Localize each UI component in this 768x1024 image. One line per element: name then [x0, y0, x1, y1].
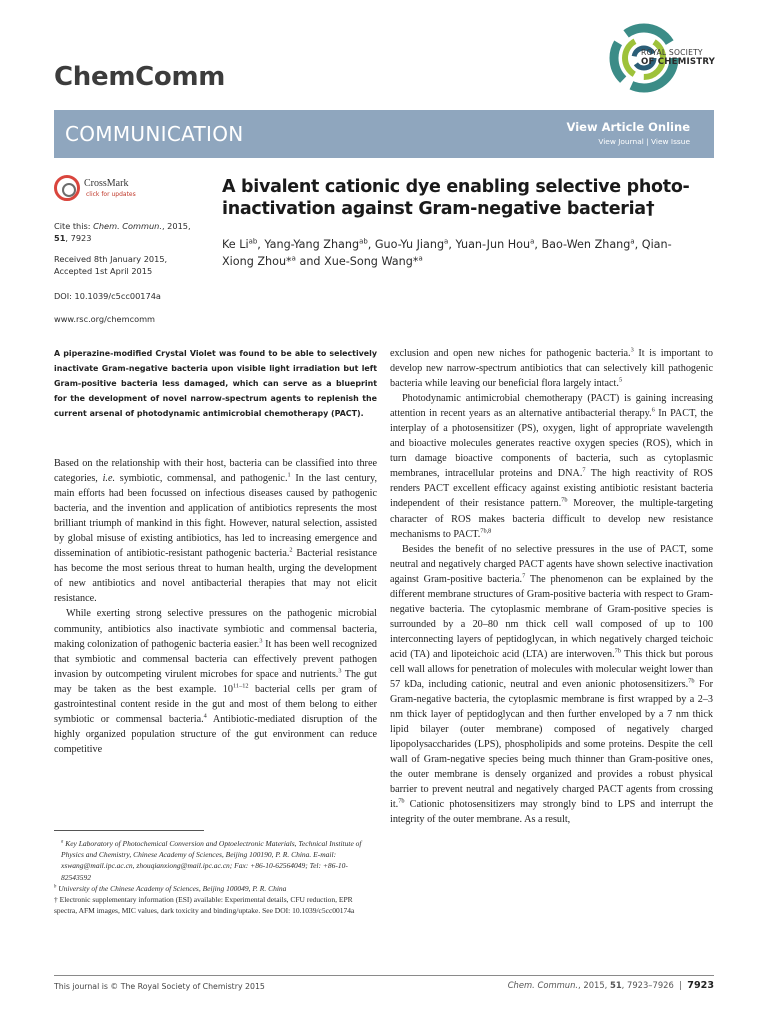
body-paragraph: Besides the benefit of no selective pressures in the use of PACT, some neutral and negatively charged PACT agents have shown selective inactivation against Gram-positive bacteria.$^7$ The phenomenon can be explained by the different membrane structures of Gram-positive bacteria with respect to Gram-negative bacteria. The cytoplasmic membrane of Gram-positive species is surrounded by a 20–80 nm thick cell wall composed of up to 100 interconnecting layers of peptidoglycan, in which negatively charged teichoic acid (TA) and lipoteichoic acid (LTA) are interwoven.$^{7b}$ This thick but porous cell wall allows for penetration of molecules with molecular weight lower than 57 kDa, including cationic, neutral and even anionic photosensitizers.$^{7b}$ For Gram-negative bacteria, the cytoplasmic membrane is first wrapped by a 2–3 nm thick layer of peptidoglycan and then further enveloped by a 7 nm thick lipid bilayer (outer membrane) composed of negatively charged lipopolysaccharides (LPS), phospholipids and some proteins. Despite the cell wall of Gram-negative species being much thinner than Gram-positive ones, the outer membrane is densely organized and provides a robust physical barrier to prevent neutral and negatively charged PACT agents from crossing it.$^{7b}$ Cationic photosensitizers may strongly bind to LPS and interrupt the integrity of the outer membrane. As a result, [390, 543, 714, 826]
footer-pages: , 7923–7926 [621, 980, 674, 990]
author-name: Yuan-Jun Hou [455, 238, 531, 251]
received-accepted [54, 253, 204, 277]
section-banner [54, 110, 714, 158]
abstract: A piperazine-modified Crystal Violet was found to be able to selectively inactivate Gram-negative bacteria upon visible light irradiation but left Gram-positive bacteria less damaged, which can serve as a blueprint for the development of novel narrow-spectrum agents to replenish the current arsenal of photodynamic antimicrobial chemotherapy (PACT). [54, 349, 377, 418]
view-links [598, 137, 690, 146]
crossmark-sublabel: click for updates [86, 191, 136, 198]
citation-ref[interactable]: 7 [582, 466, 586, 474]
journal-title: ChemComm [54, 62, 226, 92]
citation-ref[interactable]: 7b [614, 647, 621, 655]
author-name: Bao-Wen Zhang [541, 238, 631, 251]
footer-citation [508, 980, 714, 991]
view-issue-link[interactable]: View Issue [651, 137, 690, 146]
accepted-date: Accepted 1st April 2015 [54, 266, 153, 276]
citation-ref[interactable]: 1 [287, 471, 291, 479]
body-paragraph: Photodynamic antimicrobial chemotherapy (PACT) is gaining increasing attention in recent years as an alternative antibacterial therapy.$^6$ In PACT, the interplay of a photosensitizer (PS), oxygen, light of appropriate wavelength and bioactive molecules generates reactive oxygen species (ROS), which in turn damage bioactive components of bacteria, such as cytoplasmic membranes, intracellular proteins and DNA.$^7$ The high reactivity of ROS renders PACT excellent efficacy against existing antibiotic resistant bacteria independent of their resistance pattern.$^{7b}$ Moreover, the multiple-targeting character of ROS makes bacteria difficult to develop new resistance mechanisms to PACT.$^{7b,8}$ [390, 393, 713, 540]
cite-volume: 51 [54, 233, 66, 243]
body-paragraph: exclusion and open new niches for pathogenic bacteria.$^3$ It is important to develop new narrow-spectrum antibiotics that can selectively kill pathogenic bacteria while leaving our beneficial flora largely intact.$^5$ [390, 346, 713, 390]
author-affiliation: a [444, 237, 449, 246]
affiliation-a: $^a$ Key Laboratory of Photochemical Conversion and Optoelectronic Materials, Technical Institute of Physics and Chemistry, Chinese Academy of Sciences, Beijing 100190, P. R. China. E-mail: xswang@mail.ipc.ac.cn, zhouqianxiong@mail.ipc.ac.cn; Fax: +86-10-62564049; Tel: +86-10-82543592 [61, 839, 362, 882]
citation-ref[interactable]: 3 [259, 637, 263, 645]
section-label: COMMUNICATION [65, 122, 244, 146]
author-name: Guo-Yu Jiang [374, 238, 445, 251]
author-separator: , [534, 238, 542, 251]
copyright-notice: This journal is © The Royal Society of Chemistry 2015 [54, 982, 265, 991]
author-separator: , [448, 238, 456, 251]
body-column-left [54, 456, 377, 757]
cite-pages: , 7923 [65, 233, 92, 243]
received-date: Received 8th January 2015, [54, 254, 168, 264]
doi[interactable]: DOI: 10.1039/c5cc00174a [54, 291, 161, 301]
author-name: Xue-Song Wang* [324, 255, 419, 268]
author-affiliation: a [291, 254, 296, 263]
page-number: 7923 [687, 980, 714, 991]
cite-journal: Chem. Commun. [93, 221, 162, 231]
link-separator: | [646, 137, 649, 146]
cite-year: , 2015, [161, 221, 191, 231]
crossmark-button[interactable] [54, 175, 144, 205]
author-affiliation: a [530, 237, 535, 246]
footer-divider [54, 975, 714, 976]
author-separator: , [257, 238, 265, 251]
publisher-line-2: OF CHEMISTRY [641, 57, 716, 67]
author-name: Qian-Xiong Zhou* [222, 238, 672, 268]
citation-ref[interactable]: 7b [688, 677, 695, 685]
author-name: Ke Li [222, 238, 249, 251]
citation-ref[interactable]: 7b [561, 497, 568, 505]
body-paragraph: While exerting strong selective pressures on the pathogenic microbial community, antibiotics also inactivate symbiotic and commensal bacteria, making colonization of pathogenic bacteria easier.$^3$ It has been well recognized that symbiotic and commensal bacteria can effectively prevent pathogen invasion by outcompeting virulent microbes for space and nutrients.$^3$ The gut may be taken as the best example. 10$^{11-12}$ bacterial cells per gram of gastrointestinal content reside in the gut and most of them belong to either symbiotic or commensal bacteria.$^4$ Antibiotic-mediated disruption of the highly organized population structure of the gut environment can reduce competitive [54, 608, 377, 755]
footer-volume: 51 [610, 980, 622, 990]
footnotes [54, 838, 377, 916]
publisher-name [641, 48, 715, 67]
author-name: Yang-Yang Zhang [264, 238, 360, 251]
footer-journal: Chem. Commun. [507, 980, 579, 990]
author-affiliation: ab [248, 237, 258, 246]
view-article-online-link[interactable]: View Article Online [566, 120, 690, 134]
article-title: A bivalent cationic dye enabling selective photo-inactivation against Gram-negative bacteria† [222, 177, 690, 219]
author-separator: and [295, 255, 325, 268]
esi-footnote: † Electronic supplementary information (ESI) available: Experimental details, CFU reduction, EPR spectra, AFM images, MIC values, dark toxicity and binding/uptake. See DOI: 10.1039/c5cc00174a [54, 895, 355, 916]
footnote-divider [54, 830, 204, 831]
citation-ref[interactable]: 7b,8 [480, 527, 492, 535]
author-affiliation: ab [359, 237, 368, 246]
citation-ref[interactable]: 7 [522, 572, 526, 580]
cite-label: Cite this: [54, 221, 91, 231]
crossmark-icon [54, 175, 80, 201]
journal-url[interactable]: www.rsc.org/chemcomm [54, 314, 156, 324]
author-separator: , [367, 238, 375, 251]
citation-ref[interactable]: 7b [398, 798, 405, 806]
author-list [222, 236, 702, 270]
view-journal-link[interactable]: View Journal [598, 137, 644, 146]
citation-ref[interactable]: 6 [651, 406, 655, 414]
affiliation-b: $^b$ University of the Chinese Academy of Sciences, Beijing 100049, P. R. China [54, 883, 287, 893]
citation-ref[interactable]: 4 [203, 712, 207, 720]
publisher-line-1: ROYAL SOCIETY [641, 48, 703, 57]
crossmark-label: CrossMark [84, 178, 129, 189]
citation-ref[interactable]: 2 [289, 546, 293, 554]
citation-info [54, 220, 204, 244]
body-paragraph: Based on the relationship with their host, bacteria can be classified into three categories, i.e. symbiotic, commensal, and pathogenic.$^1$ In the last century, main efforts had been focussed on infectious diseases caused by pathogenic bacteria, and the invention and application of antibiotics represents the most brilliant triumph of mankind in this fight. However, natural selection, assisted by global misuse of existing antibiotics, has led to increasing emergence and dissemination of antibiotic-resistant pathogenic bacteria.$^2$ Bacterial resistance has become the most serious threat to human health, urging the development of new antibiotics and novel antibacterial therapies that may not elicit resistance. [54, 458, 378, 605]
footer-year: , 2015, [578, 980, 611, 990]
body-column-right [390, 346, 713, 828]
author-separator: , [634, 238, 642, 251]
exponent: 11–12 [233, 682, 249, 690]
author-affiliation: a [418, 254, 423, 263]
citation-ref[interactable]: 3 [338, 667, 342, 675]
citation-ref[interactable]: 3 [630, 346, 634, 354]
author-affiliation: a [630, 237, 635, 246]
citation-ref[interactable]: 5 [618, 376, 623, 384]
footer-separator: | [679, 980, 682, 990]
